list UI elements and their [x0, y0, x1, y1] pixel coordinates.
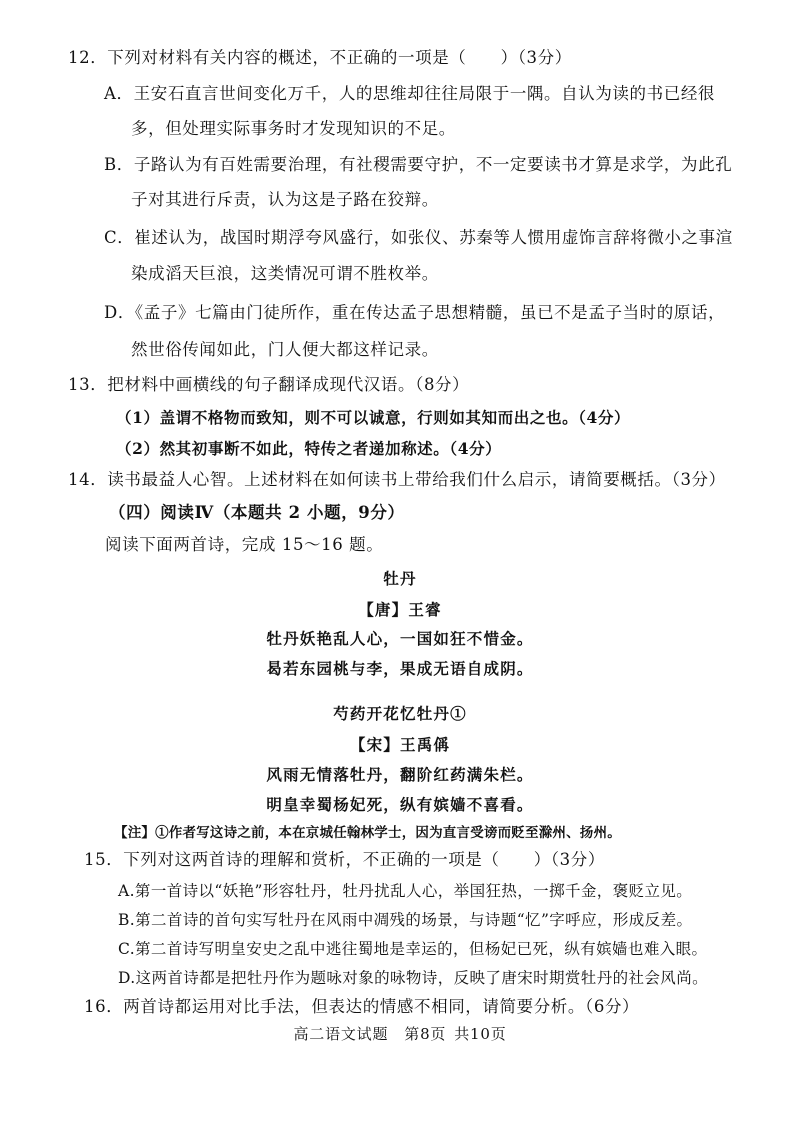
q12-option-d-line2: 然世俗传闻如此，门人便大都这样记录。 — [131, 340, 439, 359]
q12-option-a-line1: A．王安石直言世间变化万千，人的思维却往往局限于一隅。自认为读的书已经很 — [104, 84, 716, 103]
q15-stem: 15．下列对这两首诗的理解和赏析，不正确的一项是（ ）（3分） — [84, 850, 605, 869]
poem2-author: 【宋】王禹偁 — [349, 735, 451, 754]
q13-sentence-1: （1）盖谓不格物而致知，则不可以诚意，行则如其知而出之也。（4分） — [116, 408, 631, 427]
section4-intro: 阅读下面两首诗，完成 15～16 题。 — [105, 535, 384, 554]
poem2-footnote: 【注】①作者写这诗之前，本在京城任翰林学士，因为直言受谤而贬至滁州、扬州。 — [114, 825, 621, 841]
q12-option-c-line1: C．崔述认为，战国时期浮夸风盛行，如张仪、苏秦等人惯用虚饰言辞将微小之事渲 — [104, 228, 733, 247]
q12-option-b-line1: B．子路认为有百姓需要治理，有社稷需要守护，不一定要读书才算是求学，为此孔 — [104, 155, 733, 174]
section4-title: （四）阅读Ⅳ（本题共 2 小题，9分） — [109, 503, 405, 522]
q13-sentence-2: （2）然其初事断不如此，特传之者递加称述。（4分） — [116, 439, 502, 458]
footer-page-number: 第8页 — [404, 1025, 447, 1043]
q13-stem: 13．把材料中画横线的句子翻译成现代汉语。（8分） — [68, 375, 470, 394]
poem2-title: 芍药开花忆牡丹① — [333, 704, 467, 723]
q12-stem: 12．下列对材料有关内容的概述，不正确的一项是（ ）（3分） — [68, 48, 572, 67]
q14-stem: 14．读书最益人心智。上述材料在如何读书上带给我们什么启示，请简要概括。（3分） — [68, 470, 726, 489]
q12-option-a-line2: 多，但处理实际事务时才发现知识的不足。 — [131, 119, 456, 138]
q12-option-b-line2: 子对其进行斥责，认为这是子路在狡辩。 — [131, 190, 439, 209]
q15-option-c: C.第二首诗写明皇安史之乱中逃往蜀地是幸运的，但杨妃已死，纵有嫔嫱也难入眼。 — [118, 940, 708, 958]
q12-option-c-line2: 染成滔天巨浪，这类情况可谓不胜枚举。 — [131, 264, 439, 283]
q15-option-a: A.第一首诗以“妖艳”形容牡丹，牡丹扰乱人心，举国狂热，一掷千金，褒贬立见。 — [118, 882, 693, 900]
poem1-line1: 牡丹妖艳乱人心，一国如狂不惜金。 — [266, 629, 534, 648]
page-footer — [0, 1024, 800, 1044]
q12-option-d-line1: D．《孟子》七篇由门徒所作，重在传达孟子思想精髓，虽已不是孟子当时的原话， — [104, 303, 726, 322]
q15-option-b: B.第二首诗的首句实写牡丹在风雨中凋残的场景，与诗题“忆”字呼应，形成反差。 — [118, 911, 693, 929]
poem1-author: 【唐】王睿 — [358, 600, 442, 619]
poem1-title: 牡丹 — [383, 569, 417, 588]
footer-total-pages: 共10页 — [454, 1025, 507, 1043]
q16-stem: 16．两首诗都运用对比手法，但表达的情感不相同，请简要分析。（6分） — [84, 997, 640, 1016]
poem2-line1: 风雨无情落牡丹，翻阶红药满朱栏。 — [266, 765, 534, 784]
q15-option-d: D.这两首诗都是把牡丹作为题咏对象的咏物诗，反映了唐宋时期赏牡丹的社会风尚。 — [118, 969, 709, 987]
footer-subject: 高二语文试题 — [293, 1025, 389, 1043]
poem2-line2: 明皇幸蜀杨妃死，纵有嫔嫱不喜看。 — [266, 795, 534, 814]
poem1-line2: 曷若东园桃与李，果成无语自成阴。 — [266, 659, 534, 678]
